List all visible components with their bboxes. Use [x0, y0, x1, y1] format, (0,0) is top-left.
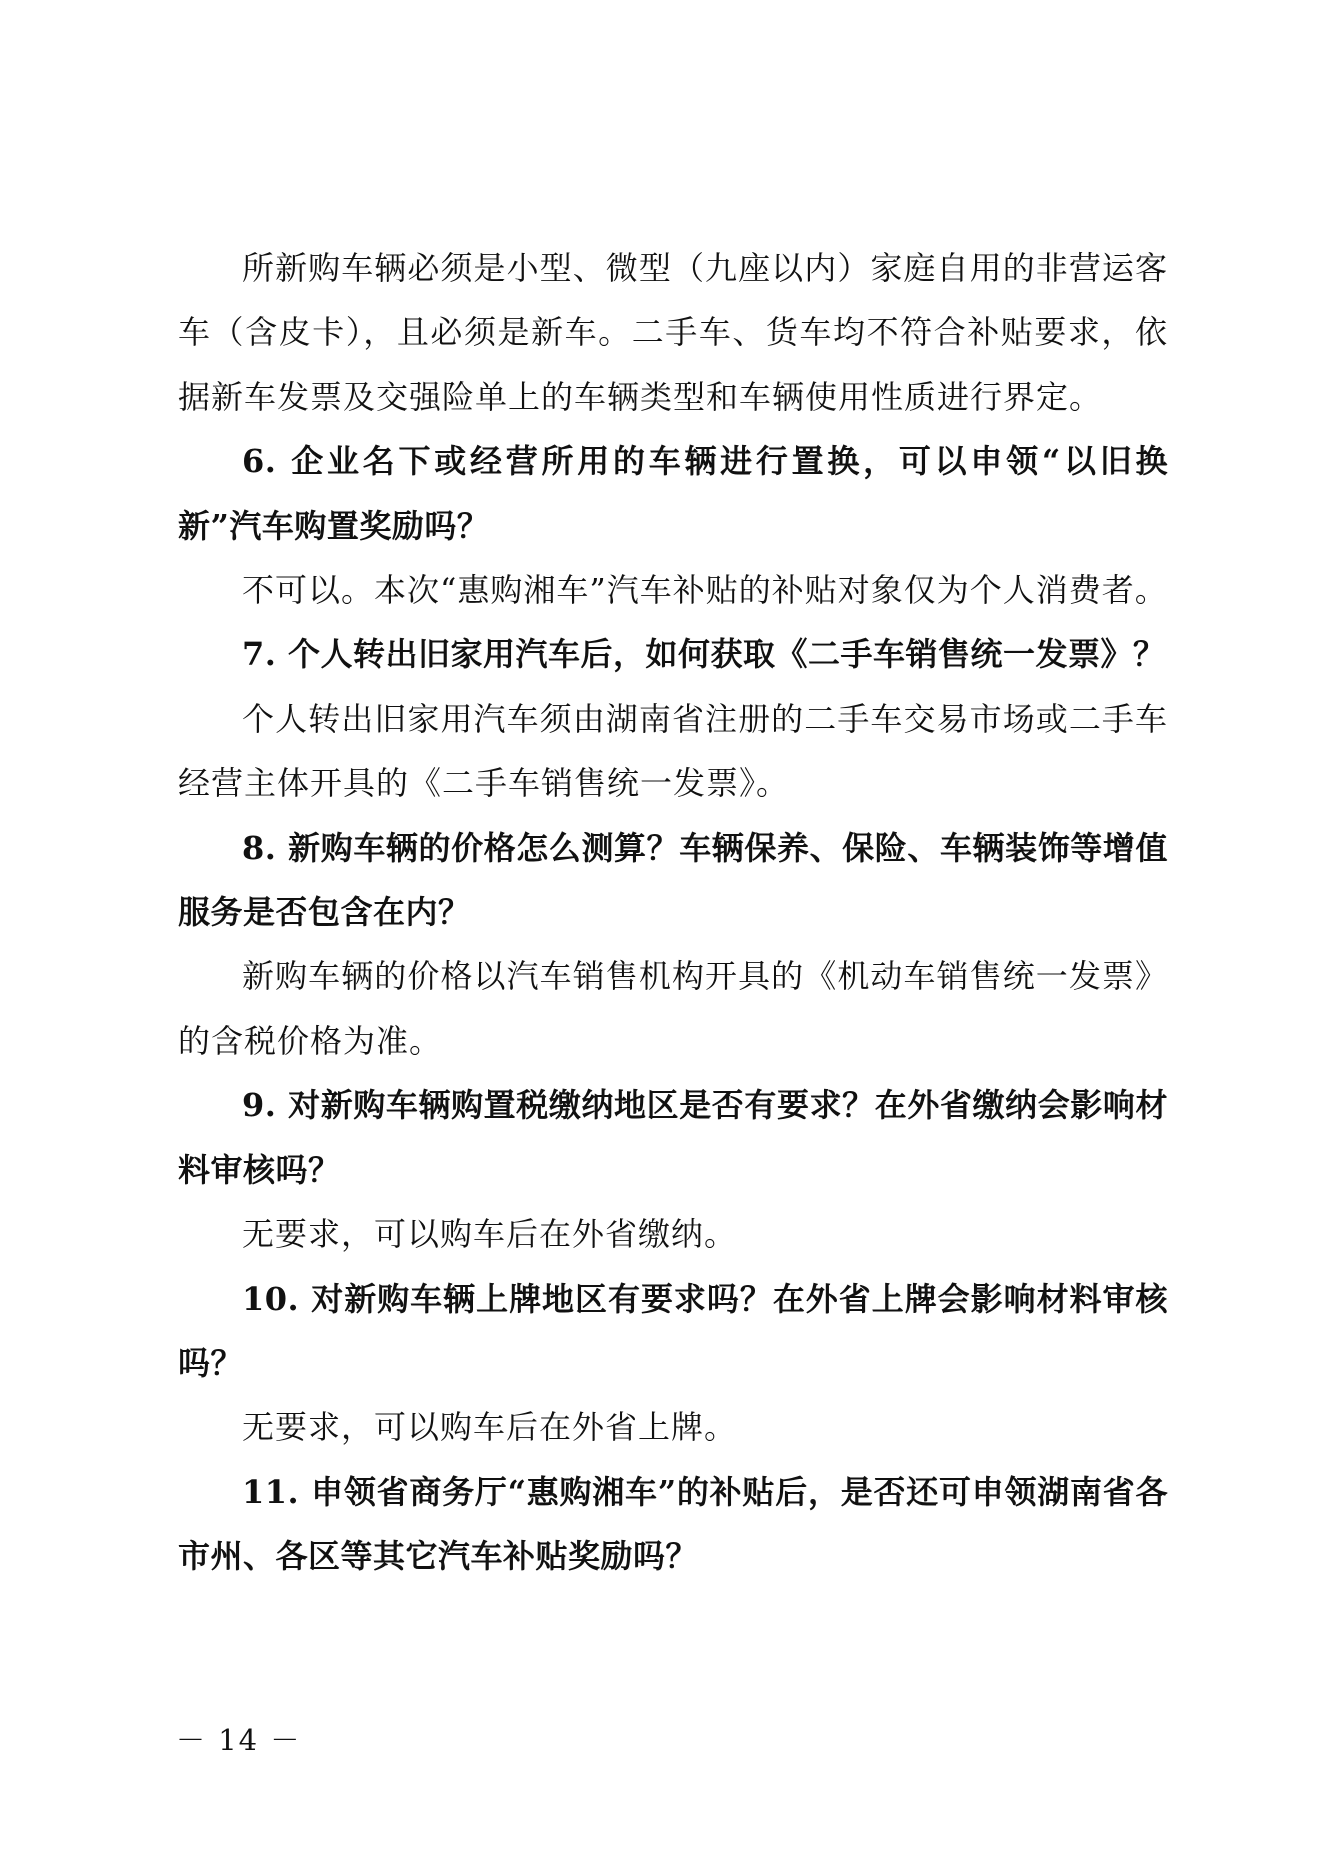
answer-9: 无要求，可以购车后在外省缴纳。	[242, 1215, 738, 1254]
answer-paragraph: 所新购车辆必须是小型、微型（九座以内）家庭自用的非营运客车（含皮卡），且必须是新车。二手车、货车均不符合补贴要求，依据新车发票及交强险单上的车辆类型和车辆使用性质进行界定。	[178, 249, 1168, 416]
answer-8: 新购车辆的价格以汽车销售机构开具的《机动车销售统一发票》的含税价格为准。	[178, 957, 1168, 1060]
page-number: － 14 －	[176, 1723, 302, 1757]
document-body	[178, 236, 1168, 1589]
question-9: 9. 对新购车辆购置税缴纳地区是否有要求？在外省缴纳会影响材料审核吗？	[178, 1086, 1168, 1189]
question-10: 10. 对新购车辆上牌地区有要求吗？在外省上牌会影响材料审核吗？	[178, 1279, 1168, 1382]
answer-6: 不可以。本次“惠购湘车”汽车补贴的补贴对象仅为个人消费者。	[242, 571, 1168, 610]
answer-10: 无要求，可以购车后在外省上牌。	[242, 1408, 738, 1447]
answer-7: 个人转出旧家用汽车须由湖南省注册的二手车交易市场或二手车经营主体开具的《二手车销售统一发票》。	[178, 699, 1168, 803]
question-8: 8. 新购车辆的价格怎么测算？车辆保养、保险、车辆装饰等增值服务是否包含在内？	[178, 828, 1168, 932]
question-7: 7. 个人转出旧家用汽车后，如何获取《二手车销售统一发票》？	[242, 635, 1166, 674]
question-11: 11. 申领省商务厅“惠购湘车”的补贴后，是否还可申领湖南省各市州、各区等其它汽车补贴奖励吗？	[178, 1472, 1168, 1576]
question-6: 6. 企业名下或经营所用的车辆进行置换，可以申领“以旧换新”汽车购置奖励吗？	[178, 442, 1168, 545]
